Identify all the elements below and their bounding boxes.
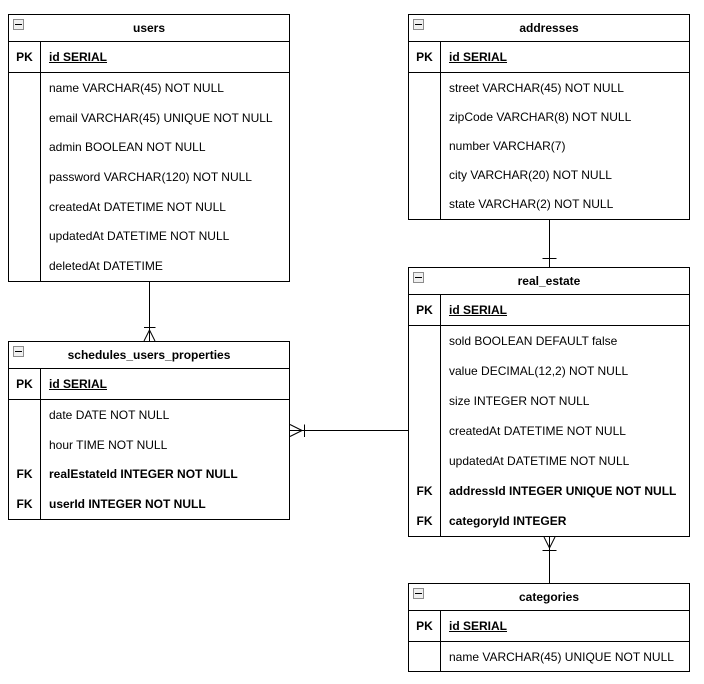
table-categories-body xyxy=(409,642,689,671)
field-row xyxy=(9,430,289,460)
field-row xyxy=(409,190,689,219)
fk-field: categoryId INTEGER xyxy=(449,514,567,528)
field-cell: createdAt DATETIME NOT NULL xyxy=(49,199,226,214)
collapse-icon[interactable] xyxy=(413,588,424,599)
field-cell: createdAt DATETIME NOT NULL xyxy=(449,424,626,438)
fk-field: userId INTEGER NOT NULL xyxy=(49,497,206,512)
pk-label: PK xyxy=(9,369,41,399)
fk-row xyxy=(9,460,289,490)
key-cell xyxy=(409,161,441,190)
field-row xyxy=(9,73,289,103)
key-cell xyxy=(409,326,441,356)
collapse-icon[interactable] xyxy=(413,19,424,30)
field-row xyxy=(9,222,289,252)
key-cell xyxy=(9,73,41,103)
pk-field: id SERIAL xyxy=(449,619,508,633)
table-title: real_estate xyxy=(517,274,581,288)
field-row xyxy=(409,416,689,446)
fk-label: FK xyxy=(409,476,441,506)
field-row xyxy=(9,103,289,133)
field-cell: sold BOOLEAN DEFAULT false xyxy=(449,334,618,348)
table-real-estate-body xyxy=(409,326,689,536)
pk-label: PK xyxy=(409,611,441,641)
table-title: users xyxy=(132,21,166,35)
table-real-estate xyxy=(408,267,690,537)
table-users-header xyxy=(9,15,289,42)
key-cell xyxy=(409,642,441,671)
pk-label: PK xyxy=(409,295,441,325)
field-cell: city VARCHAR(20) NOT NULL xyxy=(449,168,612,183)
collapse-icon[interactable] xyxy=(13,19,24,30)
connector-users-to-schedules xyxy=(144,282,156,341)
field-row xyxy=(409,642,689,671)
primary-key-row xyxy=(409,611,689,642)
fk-field: realEstateId INTEGER NOT NULL xyxy=(49,467,238,482)
key-cell xyxy=(9,132,41,162)
collapse-icon[interactable] xyxy=(13,346,24,357)
table-categories-header xyxy=(409,584,689,611)
field-row xyxy=(409,446,689,476)
pk-label: PK xyxy=(9,42,41,72)
collapse-icon[interactable] xyxy=(413,272,424,283)
key-cell xyxy=(9,103,41,133)
fk-row xyxy=(409,476,689,506)
table-title: categories xyxy=(518,590,580,604)
fk-label: FK xyxy=(9,460,41,490)
field-row xyxy=(409,131,689,160)
field-cell: zipCode VARCHAR(8) NOT NULL xyxy=(449,109,632,124)
table-users-body xyxy=(9,73,289,281)
field-row xyxy=(409,386,689,416)
field-cell: size INTEGER NOT NULL xyxy=(449,394,590,408)
field-row xyxy=(409,102,689,131)
table-schedules-header xyxy=(9,342,289,369)
fk-label: FK xyxy=(409,506,441,536)
pk-label: PK xyxy=(409,42,441,72)
field-row xyxy=(409,73,689,102)
field-cell: hour TIME NOT NULL xyxy=(49,437,168,452)
connector-realestate-to-categories xyxy=(543,537,557,583)
field-row xyxy=(9,162,289,192)
fk-label: FK xyxy=(9,489,41,519)
primary-key-row xyxy=(409,42,689,73)
key-cell xyxy=(9,251,41,281)
field-cell: name VARCHAR(45) UNIQUE NOT NULL xyxy=(449,649,674,664)
key-cell xyxy=(409,356,441,386)
table-real-estate-header xyxy=(409,268,689,295)
field-cell: deletedAt DATETIME xyxy=(49,259,163,274)
field-cell: name VARCHAR(45) NOT NULL xyxy=(49,80,224,95)
field-row xyxy=(409,161,689,190)
table-title: schedules_users_properties xyxy=(67,348,231,362)
field-row xyxy=(409,326,689,356)
field-cell: email VARCHAR(45) UNIQUE NOT NULL xyxy=(49,110,273,125)
key-cell xyxy=(9,222,41,252)
field-cell: password VARCHAR(120) NOT NULL xyxy=(49,170,252,185)
table-addresses xyxy=(408,14,690,220)
field-row xyxy=(9,251,289,281)
field-cell: updatedAt DATETIME NOT NULL xyxy=(449,454,630,468)
pk-field: id SERIAL xyxy=(49,377,108,391)
primary-key-row xyxy=(9,42,289,73)
fk-row xyxy=(409,506,689,536)
key-cell xyxy=(409,190,441,219)
table-addresses-body xyxy=(409,73,689,219)
field-cell: street VARCHAR(45) NOT NULL xyxy=(449,80,624,95)
key-cell xyxy=(409,102,441,131)
field-cell: date DATE NOT NULL xyxy=(49,407,170,422)
field-cell: number VARCHAR(7) xyxy=(449,139,566,153)
fk-field: addressId INTEGER UNIQUE NOT NULL xyxy=(449,484,677,498)
key-cell xyxy=(409,416,441,446)
field-cell: state VARCHAR(2) NOT NULL xyxy=(449,197,614,212)
table-addresses-header xyxy=(409,15,689,42)
field-cell: updatedAt DATETIME NOT NULL xyxy=(49,229,230,244)
field-cell: value DECIMAL(12,2) NOT NULL xyxy=(449,364,629,378)
fk-row xyxy=(9,489,289,519)
field-row xyxy=(9,192,289,222)
pk-field: id SERIAL xyxy=(49,50,108,64)
field-row xyxy=(9,400,289,430)
table-categories xyxy=(408,583,690,672)
pk-field: id SERIAL xyxy=(449,303,508,317)
primary-key-row xyxy=(9,369,289,400)
field-row xyxy=(9,132,289,162)
key-cell xyxy=(409,446,441,476)
connector-realestate-to-schedules xyxy=(290,425,408,438)
field-cell: admin BOOLEAN NOT NULL xyxy=(49,140,206,155)
field-row xyxy=(409,356,689,386)
key-cell xyxy=(409,386,441,416)
primary-key-row xyxy=(409,295,689,326)
pk-field: id SERIAL xyxy=(449,50,508,64)
key-cell xyxy=(409,73,441,102)
table-schedules-body xyxy=(9,400,289,519)
key-cell xyxy=(9,192,41,222)
key-cell xyxy=(9,430,41,460)
key-cell xyxy=(9,162,41,192)
connector-addresses-to-realestate xyxy=(543,220,557,267)
table-users xyxy=(8,14,290,282)
key-cell xyxy=(9,400,41,430)
key-cell xyxy=(409,131,441,160)
table-schedules-users-properties xyxy=(8,341,290,520)
table-title: addresses xyxy=(519,21,579,35)
